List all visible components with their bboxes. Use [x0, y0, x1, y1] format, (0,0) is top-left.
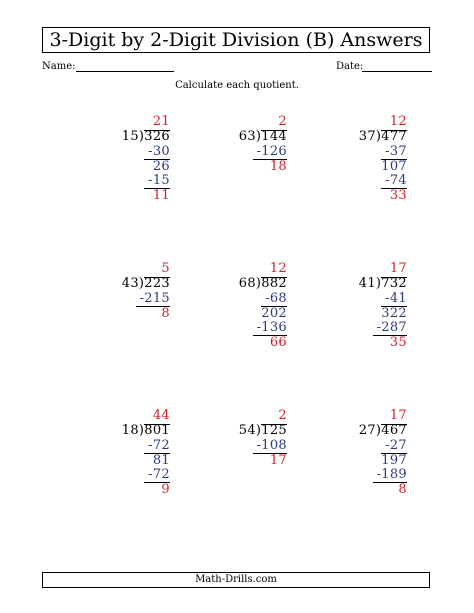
dividend: 125 [261, 423, 287, 438]
name-line [76, 71, 174, 72]
subtrahend: -72 [148, 438, 170, 453]
quotient: 5 [161, 261, 170, 276]
division-row [359, 424, 407, 438]
divisor: 63 [238, 129, 256, 144]
subtrahend: -108 [256, 438, 287, 453]
division-bracket: ) [375, 129, 382, 144]
remainder: 66 [269, 335, 287, 350]
partial-remainder: 107 [381, 159, 407, 174]
subtrahend: -189 [376, 467, 407, 482]
remainder: 35 [389, 335, 407, 350]
subtrahend: -27 [385, 438, 407, 453]
remainder: 18 [269, 159, 287, 174]
quotient: 44 [152, 408, 170, 423]
division-problem [325, 262, 425, 392]
divisor: 41 [358, 276, 376, 291]
division-problem [88, 409, 188, 539]
division-row [122, 277, 170, 291]
division-row [122, 424, 170, 438]
divisor: 15 [121, 129, 139, 144]
dividend: 882 [261, 276, 287, 291]
date-line [362, 71, 432, 72]
subtrahend: -41 [385, 291, 407, 306]
subtrahend: -72 [148, 467, 170, 482]
dividend: 477 [381, 129, 407, 144]
quotient: 2 [278, 408, 287, 423]
division-row [239, 277, 287, 291]
footer: Math-Drills.com [42, 572, 430, 588]
remainder: 33 [389, 188, 407, 203]
division-row [359, 277, 407, 291]
quotient: 12 [389, 114, 407, 129]
subtrahend: -136 [256, 320, 287, 335]
worksheet-title: 3-Digit by 2-Digit Division (B) Answers [42, 27, 430, 53]
dividend: 732 [381, 276, 407, 291]
dividend: 801 [144, 423, 170, 438]
subtrahend: -37 [385, 144, 407, 159]
division-problem [88, 115, 188, 245]
quotient: 12 [269, 261, 287, 276]
divisor: 68 [238, 276, 256, 291]
divisor: 43 [121, 276, 139, 291]
division-row [122, 130, 170, 144]
remainder: 11 [152, 188, 170, 203]
division-bracket: ) [375, 276, 382, 291]
dividend: 467 [381, 423, 407, 438]
partial-remainder: 202 [261, 306, 287, 321]
dividend: 326 [144, 129, 170, 144]
subtrahend: -126 [256, 144, 287, 159]
division-row [239, 424, 287, 438]
remainder: 8 [398, 482, 407, 497]
quotient: 21 [152, 114, 170, 129]
division-problem [325, 115, 425, 245]
divisor: 37 [358, 129, 376, 144]
division-bracket: ) [138, 276, 145, 291]
instructions: Calculate each quotient. [175, 80, 299, 91]
subtrahend: -215 [139, 291, 170, 306]
quotient: 17 [389, 408, 407, 423]
division-bracket: ) [138, 129, 145, 144]
dividend: 144 [261, 129, 287, 144]
divisor: 54 [238, 423, 256, 438]
division-bracket: ) [255, 276, 262, 291]
name-label: Name: [42, 61, 76, 72]
division-bracket: ) [255, 129, 262, 144]
divisor: 18 [121, 423, 139, 438]
subtrahend: -68 [265, 291, 287, 306]
subtrahend: -287 [376, 320, 407, 335]
subtrahend: -15 [148, 173, 170, 188]
division-problem [205, 115, 305, 245]
quotient: 17 [389, 261, 407, 276]
subtrahend: -74 [385, 173, 407, 188]
division-problem [325, 409, 425, 539]
remainder: 9 [161, 482, 170, 497]
division-bracket: ) [138, 423, 145, 438]
subtrahend: -30 [148, 144, 170, 159]
division-row [239, 130, 287, 144]
division-problem [205, 409, 305, 539]
date-label: Date: [336, 61, 364, 72]
dividend: 223 [144, 276, 170, 291]
division-row [359, 130, 407, 144]
remainder: 8 [161, 306, 170, 321]
partial-remainder: 81 [152, 453, 170, 468]
division-problem [88, 262, 188, 392]
quotient: 2 [278, 114, 287, 129]
remainder: 17 [269, 453, 287, 468]
partial-remainder: 26 [152, 159, 170, 174]
division-bracket: ) [375, 423, 382, 438]
divisor: 27 [358, 423, 376, 438]
division-bracket: ) [255, 423, 262, 438]
division-problem [205, 262, 305, 392]
partial-remainder: 197 [381, 453, 407, 468]
partial-remainder: 322 [381, 306, 407, 321]
